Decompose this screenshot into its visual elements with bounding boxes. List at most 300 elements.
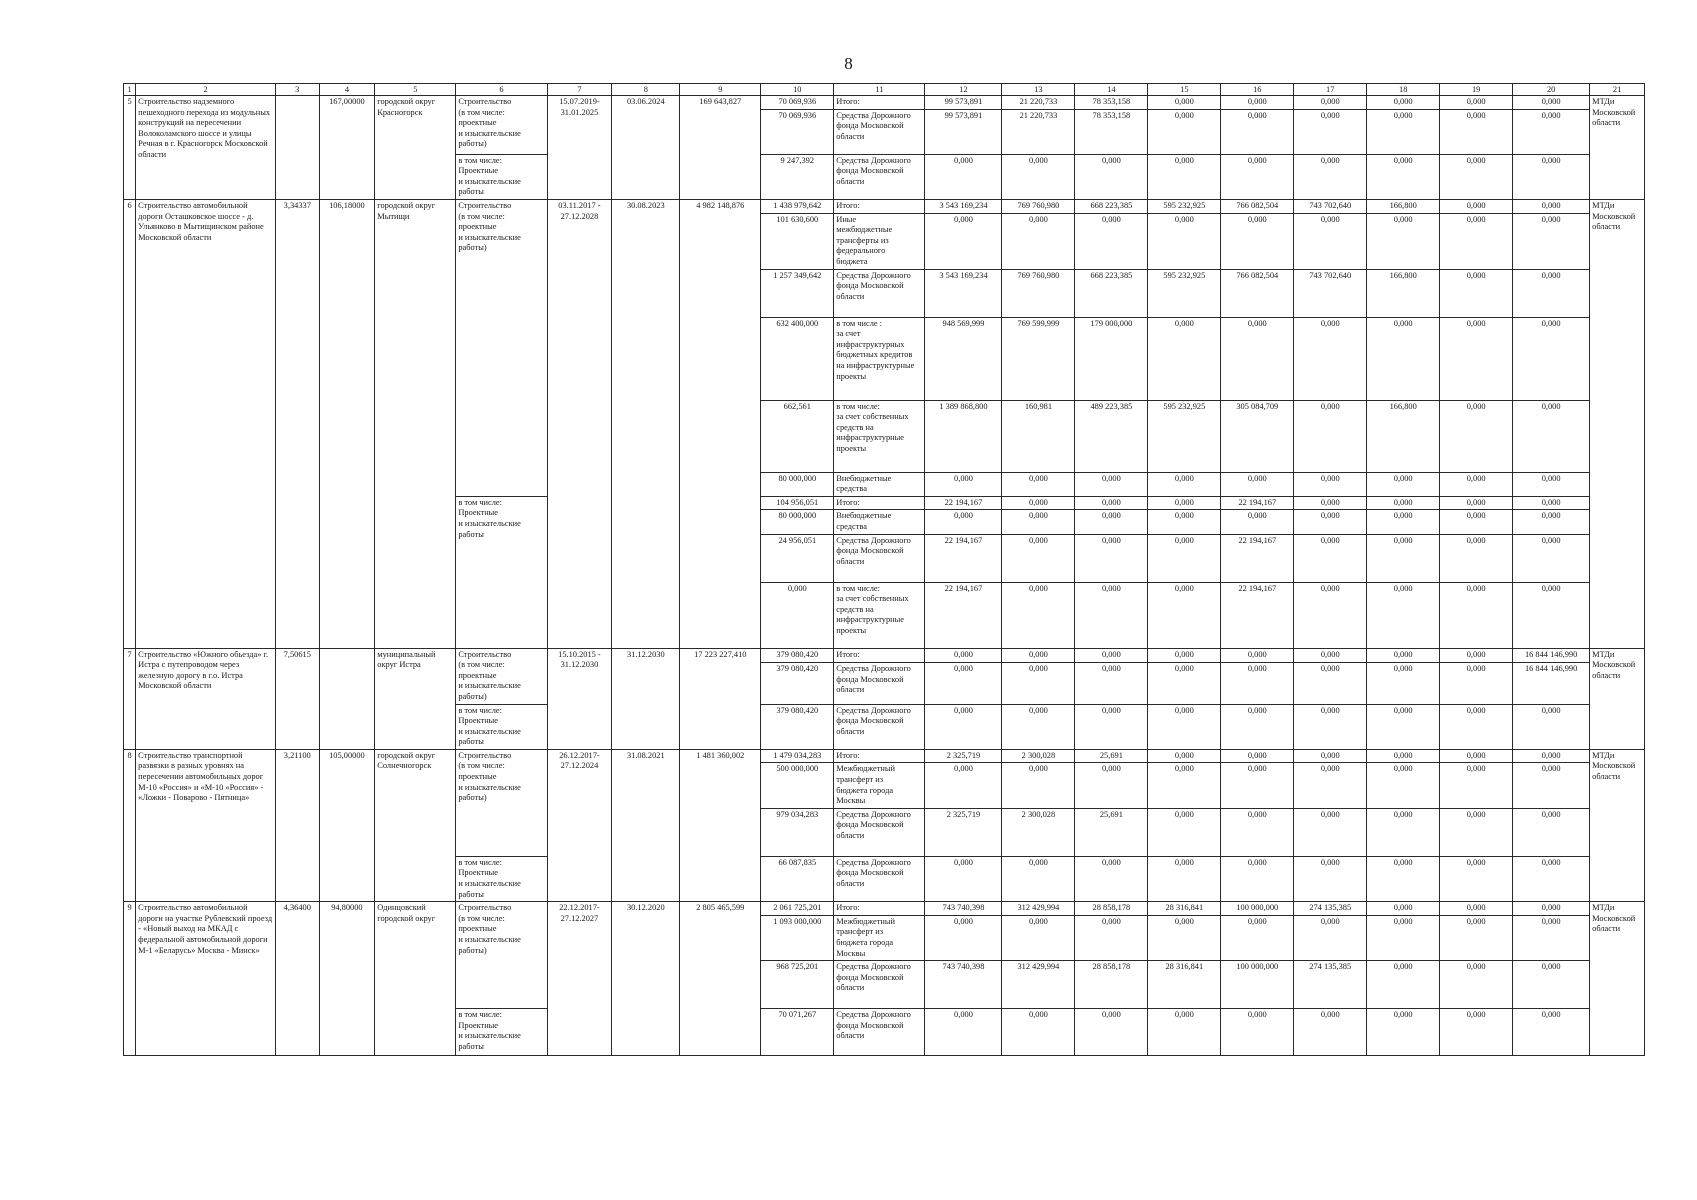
amount-cell: 0,000 xyxy=(1440,472,1513,496)
amount-cell: 0,000 xyxy=(1148,213,1221,269)
column-header-12: 12 xyxy=(925,84,1002,96)
amount-cell: 0,000 xyxy=(1440,915,1513,960)
amount-cell: 0,000 xyxy=(1513,808,1590,856)
amount-cell: 0,000 xyxy=(1367,472,1440,496)
amount-cell: 0,000 xyxy=(1221,510,1294,534)
amount-cell: 0,000 xyxy=(1294,856,1367,901)
amount-cell: 766 082,504 xyxy=(1221,199,1294,213)
amount-cell: 0,000 xyxy=(1367,763,1440,808)
amount-cell: 22 194,167 xyxy=(1221,496,1294,510)
period-cell: 03.11.2017 - 27.12.2028 xyxy=(547,199,612,648)
work-type-cell: Строительство (в том числе: проектные и изыскательские работы) xyxy=(456,749,547,856)
amount-cell: 0,000 xyxy=(1148,856,1221,901)
financed-cell: 1 093 000,000 xyxy=(761,915,834,960)
table-header-row xyxy=(124,84,1645,96)
row-number: 6 xyxy=(124,199,136,648)
amount-cell: 16 844 146,990 xyxy=(1513,663,1590,704)
amount-cell: 0,000 xyxy=(925,154,1002,199)
amount-cell: 0,000 xyxy=(1075,763,1148,808)
capacity-cell: 4,36400 xyxy=(275,902,319,1056)
object-name: Строительство «Южного обьезда» г. Истра с путепроводом через железную дорогу в г.о. Истра Московской области xyxy=(136,648,276,749)
work-type-cell: в том числе: Проектные и изыскательские работы xyxy=(456,856,547,901)
amount-cell: 0,000 xyxy=(1002,472,1075,496)
length-cell xyxy=(319,648,375,749)
amount-cell: 0,000 xyxy=(925,915,1002,960)
commissioning-date-cell: 30.12.2020 xyxy=(612,902,680,1056)
amount-cell: 0,000 xyxy=(1002,582,1075,648)
commissioning-date-cell: 31.12.2030 xyxy=(612,648,680,749)
capacity-cell: 3,21100 xyxy=(275,749,319,901)
amount-cell: 0,000 xyxy=(1513,534,1590,582)
amount-cell: 0,000 xyxy=(1002,154,1075,199)
amount-cell: 0,000 xyxy=(1221,154,1294,199)
amount-cell: 0,000 xyxy=(1075,648,1148,663)
amount-cell: 0,000 xyxy=(1367,154,1440,199)
funding-source-cell: Внебюджетные средства xyxy=(834,510,925,534)
funding-source-cell: Межбюджетный трансферт из бюджета города Москвы xyxy=(834,915,925,960)
funding-source-cell: Средства Дорожного фонда Московской области xyxy=(834,109,925,154)
amount-cell: 0,000 xyxy=(1440,510,1513,534)
amount-cell: 179 000,000 xyxy=(1075,317,1148,400)
amount-cell: 0,000 xyxy=(1148,1009,1221,1056)
amount-cell: 0,000 xyxy=(1367,96,1440,110)
amount-cell: 2 325,719 xyxy=(925,749,1002,763)
amount-cell: 0,000 xyxy=(1221,915,1294,960)
amount-cell: 0,000 xyxy=(1440,213,1513,269)
cost-cell: 1 481 360,002 xyxy=(680,749,761,901)
capacity-cell xyxy=(275,96,319,200)
amount-cell: 0,000 xyxy=(1002,704,1075,749)
amount-cell: 0,000 xyxy=(925,510,1002,534)
amount-cell: 28 316,841 xyxy=(1148,902,1221,916)
projects-table xyxy=(123,83,1645,1056)
amount-cell: 0,000 xyxy=(1440,109,1513,154)
amount-cell: 0,000 xyxy=(1367,317,1440,400)
work-type-cell: в том числе: Проектные и изыскательские работы xyxy=(456,704,547,749)
amount-cell: 595 232,925 xyxy=(1148,269,1221,317)
amount-cell: 0,000 xyxy=(1294,648,1367,663)
column-header-8: 8 xyxy=(612,84,680,96)
amount-cell: 0,000 xyxy=(1367,109,1440,154)
financed-cell: 379 080,420 xyxy=(761,663,834,704)
amount-cell: 0,000 xyxy=(1440,317,1513,400)
financed-cell: 632 400,000 xyxy=(761,317,834,400)
amount-cell: 0,000 xyxy=(1148,749,1221,763)
amount-cell: 274 135,385 xyxy=(1294,961,1367,1009)
amount-cell: 0,000 xyxy=(1440,902,1513,916)
amount-cell: 0,000 xyxy=(1513,199,1590,213)
amount-cell: 0,000 xyxy=(1148,109,1221,154)
financed-cell: 500 000,000 xyxy=(761,763,834,808)
length-cell: 106,18000 xyxy=(319,199,375,648)
amount-cell: 743 702,640 xyxy=(1294,269,1367,317)
work-type-cell: Строительство (в том числе: проектные и изыскательские работы) xyxy=(456,902,547,1009)
amount-cell: 0,000 xyxy=(1221,856,1294,901)
amount-cell: 0,000 xyxy=(1294,154,1367,199)
amount-cell: 489 223,385 xyxy=(1075,400,1148,472)
amount-cell: 0,000 xyxy=(925,663,1002,704)
amount-cell: 2 300,028 xyxy=(1002,749,1075,763)
amount-cell: 0,000 xyxy=(1294,749,1367,763)
work-type-cell: в том числе: Проектные и изыскательские работы xyxy=(456,154,547,199)
financed-cell: 80 000,000 xyxy=(761,510,834,534)
commissioning-date-cell: 03.06.2024 xyxy=(612,96,680,200)
amount-cell: 21 220,733 xyxy=(1002,96,1075,110)
amount-cell: 0,000 xyxy=(1513,269,1590,317)
amount-cell: 0,000 xyxy=(1367,582,1440,648)
amount-cell: 668 223,385 xyxy=(1075,199,1148,213)
amount-cell: 0,000 xyxy=(1440,400,1513,472)
amount-cell: 0,000 xyxy=(1148,582,1221,648)
amount-cell: 0,000 xyxy=(1148,510,1221,534)
amount-cell: 16 844 146,990 xyxy=(1513,648,1590,663)
table-row xyxy=(124,199,1645,213)
amount-cell: 0,000 xyxy=(1513,856,1590,901)
cost-cell: 17 223 227,410 xyxy=(680,648,761,749)
amount-cell: 28 316,841 xyxy=(1148,961,1221,1009)
amount-cell: 0,000 xyxy=(925,763,1002,808)
amount-cell: 0,000 xyxy=(1148,472,1221,496)
column-header-21: 21 xyxy=(1590,84,1645,96)
row-number: 8 xyxy=(124,749,136,901)
amount-cell: 0,000 xyxy=(1148,496,1221,510)
funding-source-cell: Средства Дорожного фонда Московской области xyxy=(834,269,925,317)
funding-source-cell: Итого: xyxy=(834,496,925,510)
amount-cell: 0,000 xyxy=(1440,582,1513,648)
amount-cell: 0,000 xyxy=(1294,96,1367,110)
financed-cell: 66 087,835 xyxy=(761,856,834,901)
amount-cell: 0,000 xyxy=(1367,1009,1440,1056)
amount-cell: 0,000 xyxy=(1075,496,1148,510)
financed-cell: 1 479 034,283 xyxy=(761,749,834,763)
amount-cell: 0,000 xyxy=(1440,199,1513,213)
amount-cell: 0,000 xyxy=(1148,663,1221,704)
column-header-6: 6 xyxy=(456,84,547,96)
column-header-15: 15 xyxy=(1148,84,1221,96)
amount-cell: 0,000 xyxy=(1002,510,1075,534)
amount-cell: 595 232,925 xyxy=(1148,199,1221,213)
financed-cell: 70 069,936 xyxy=(761,96,834,110)
amount-cell: 769 760,980 xyxy=(1002,199,1075,213)
amount-cell: 0,000 xyxy=(1294,213,1367,269)
amount-cell: 0,000 xyxy=(1367,648,1440,663)
capacity-cell: 7,50615 xyxy=(275,648,319,749)
amount-cell: 0,000 xyxy=(1221,96,1294,110)
amount-cell: 22 194,167 xyxy=(925,496,1002,510)
column-header-19: 19 xyxy=(1440,84,1513,96)
funding-source-cell: Внебюджетные средства xyxy=(834,472,925,496)
amount-cell: 0,000 xyxy=(1367,808,1440,856)
amount-cell: 0,000 xyxy=(1440,1009,1513,1056)
amount-cell: 0,000 xyxy=(1513,472,1590,496)
amount-cell: 100 000,000 xyxy=(1221,902,1294,916)
amount-cell: 0,000 xyxy=(1002,763,1075,808)
amount-cell: 948 569,999 xyxy=(925,317,1002,400)
financed-cell: 80 000,000 xyxy=(761,472,834,496)
amount-cell: 0,000 xyxy=(1075,154,1148,199)
amount-cell: 0,000 xyxy=(1440,663,1513,704)
object-name: Строительство автомобильной дороги на участке Рублевский проезд - «Новый выход на МКАД с федеральной автомобильной дороги М-1 «Беларусь» Москва - Минск» xyxy=(136,902,276,1056)
amount-cell: 0,000 xyxy=(1221,663,1294,704)
amount-cell: 160,981 xyxy=(1002,400,1075,472)
funding-source-cell: Итого: xyxy=(834,749,925,763)
amount-cell: 0,000 xyxy=(1513,915,1590,960)
amount-cell: 78 353,158 xyxy=(1075,109,1148,154)
page-number: 8 xyxy=(844,54,853,73)
amount-cell: 0,000 xyxy=(1075,510,1148,534)
amount-cell: 99 573,891 xyxy=(925,109,1002,154)
amount-cell: 100 000,000 xyxy=(1221,961,1294,1009)
funding-source-cell: Средства Дорожного фонда Московской области xyxy=(834,856,925,901)
period-cell: 15.07.2019- 31.01.2025 xyxy=(547,96,612,200)
funding-source-cell: Средства Дорожного фонда Московской области xyxy=(834,1009,925,1056)
table-row xyxy=(124,648,1645,663)
amount-cell: 0,000 xyxy=(925,472,1002,496)
amount-cell: 0,000 xyxy=(1002,496,1075,510)
amount-cell: 0,000 xyxy=(1367,856,1440,901)
funding-source-cell: в том числе: за счет собственных средств на инфраструктурные проекты xyxy=(834,400,925,472)
financed-cell: 101 630,600 xyxy=(761,213,834,269)
amount-cell: 0,000 xyxy=(1367,663,1440,704)
financed-cell: 104 956,051 xyxy=(761,496,834,510)
amount-cell: 0,000 xyxy=(1440,749,1513,763)
column-header-1: 1 xyxy=(124,84,136,96)
amount-cell: 0,000 xyxy=(1002,1009,1075,1056)
amount-cell: 3 543 169,234 xyxy=(925,199,1002,213)
amount-cell: 0,000 xyxy=(925,648,1002,663)
commissioning-date-cell: 30.08.2023 xyxy=(612,199,680,648)
amount-cell: 766 082,504 xyxy=(1221,269,1294,317)
amount-cell: 0,000 xyxy=(1221,1009,1294,1056)
amount-cell: 0,000 xyxy=(1367,704,1440,749)
object-name: Строительство автомобильной дороги Осташковское шоссе - д. Ульянково в Мытищинском районе Московской области xyxy=(136,199,276,648)
amount-cell: 22 194,167 xyxy=(925,582,1002,648)
financed-cell: 968 725,201 xyxy=(761,961,834,1009)
amount-cell: 0,000 xyxy=(1440,496,1513,510)
amount-cell: 1 389 868,800 xyxy=(925,400,1002,472)
amount-cell: 0,000 xyxy=(1148,704,1221,749)
column-header-9: 9 xyxy=(680,84,761,96)
amount-cell: 0,000 xyxy=(1148,648,1221,663)
amount-cell: 0,000 xyxy=(925,1009,1002,1056)
work-type-cell: Строительство (в том числе: проектные и изыскательские работы) xyxy=(456,648,547,704)
column-header-5: 5 xyxy=(375,84,456,96)
customer-cell: МТДи Московской области xyxy=(1590,749,1645,901)
table-row xyxy=(124,749,1645,763)
column-header-10: 10 xyxy=(761,84,834,96)
table-row xyxy=(124,902,1645,916)
amount-cell: 166,800 xyxy=(1367,199,1440,213)
amount-cell: 0,000 xyxy=(1367,510,1440,534)
financed-cell: 379 080,420 xyxy=(761,648,834,663)
amount-cell: 0,000 xyxy=(1513,496,1590,510)
funding-source-cell: Итого: xyxy=(834,199,925,213)
municipality-cell: городской округ Мытищи xyxy=(375,199,456,648)
table-row xyxy=(124,96,1645,110)
funding-source-cell: в том числе: за счет собственных средств на инфраструктурные проекты xyxy=(834,582,925,648)
amount-cell: 0,000 xyxy=(1513,749,1590,763)
amount-cell: 0,000 xyxy=(1513,317,1590,400)
table-body xyxy=(124,96,1645,1056)
amount-cell: 0,000 xyxy=(1148,317,1221,400)
column-header-14: 14 xyxy=(1075,84,1148,96)
amount-cell: 0,000 xyxy=(1513,582,1590,648)
funding-source-cell: Средства Дорожного фонда Московской области xyxy=(834,154,925,199)
amount-cell: 0,000 xyxy=(1221,749,1294,763)
amount-cell: 21 220,733 xyxy=(1002,109,1075,154)
amount-cell: 0,000 xyxy=(1002,534,1075,582)
amount-cell: 0,000 xyxy=(1513,109,1590,154)
customer-cell: МТДи Московской области xyxy=(1590,648,1645,749)
amount-cell: 0,000 xyxy=(1367,496,1440,510)
column-header-13: 13 xyxy=(1002,84,1075,96)
amount-cell: 0,000 xyxy=(1221,648,1294,663)
financed-cell: 24 956,051 xyxy=(761,534,834,582)
amount-cell: 312 429,994 xyxy=(1002,902,1075,916)
amount-cell: 0,000 xyxy=(1294,704,1367,749)
amount-cell: 0,000 xyxy=(1294,400,1367,472)
amount-cell: 0,000 xyxy=(1294,510,1367,534)
amount-cell: 0,000 xyxy=(1075,663,1148,704)
municipality-cell: городской округ Солнечногорск xyxy=(375,749,456,901)
amount-cell: 0,000 xyxy=(1440,961,1513,1009)
column-header-20: 20 xyxy=(1513,84,1590,96)
amount-cell: 0,000 xyxy=(1367,961,1440,1009)
amount-cell: 0,000 xyxy=(1148,96,1221,110)
amount-cell: 166,800 xyxy=(1367,400,1440,472)
amount-cell: 0,000 xyxy=(1221,317,1294,400)
municipality-cell: городской округ Красногорск xyxy=(375,96,456,200)
financed-cell: 1 257 349,642 xyxy=(761,269,834,317)
amount-cell: 166,800 xyxy=(1367,269,1440,317)
row-number: 9 xyxy=(124,902,136,1056)
column-header-7: 7 xyxy=(547,84,612,96)
amount-cell: 743 740,398 xyxy=(925,902,1002,916)
financed-cell: 9 247,392 xyxy=(761,154,834,199)
financed-cell: 0,000 xyxy=(761,582,834,648)
amount-cell: 78 353,158 xyxy=(1075,96,1148,110)
amount-cell: 0,000 xyxy=(925,704,1002,749)
amount-cell: 0,000 xyxy=(1513,763,1590,808)
column-header-4: 4 xyxy=(319,84,375,96)
amount-cell: 0,000 xyxy=(1367,902,1440,916)
amount-cell: 0,000 xyxy=(1002,915,1075,960)
amount-cell: 0,000 xyxy=(1075,1009,1148,1056)
amount-cell: 0,000 xyxy=(1294,534,1367,582)
column-header-17: 17 xyxy=(1294,84,1367,96)
column-header-3: 3 xyxy=(275,84,319,96)
amount-cell: 305 084,709 xyxy=(1221,400,1294,472)
amount-cell: 0,000 xyxy=(1148,534,1221,582)
row-number: 7 xyxy=(124,648,136,749)
funding-source-cell: в том числе : за счет инфраструктурных бюджетных кредитов на инфраструктурные проекты xyxy=(834,317,925,400)
amount-cell: 0,000 xyxy=(1221,213,1294,269)
amount-cell: 0,000 xyxy=(1075,472,1148,496)
amount-cell: 0,000 xyxy=(1294,808,1367,856)
amount-cell: 0,000 xyxy=(1513,961,1590,1009)
period-cell: 15.10.2015 - 31.12.2030 xyxy=(547,648,612,749)
funding-source-cell: Средства Дорожного фонда Московской области xyxy=(834,704,925,749)
amount-cell: 0,000 xyxy=(1367,915,1440,960)
amount-cell: 0,000 xyxy=(1294,472,1367,496)
amount-cell: 99 573,891 xyxy=(925,96,1002,110)
financed-cell: 662,561 xyxy=(761,400,834,472)
amount-cell: 25,691 xyxy=(1075,808,1148,856)
amount-cell: 0,000 xyxy=(1513,1009,1590,1056)
amount-cell: 274 135,385 xyxy=(1294,902,1367,916)
amount-cell: 3 543 169,234 xyxy=(925,269,1002,317)
amount-cell: 0,000 xyxy=(1221,808,1294,856)
amount-cell: 0,000 xyxy=(1002,648,1075,663)
work-type-cell: Строительство (в том числе: проектные и изыскательские работы) xyxy=(456,96,547,155)
period-cell: 22.12.2017- 27.12.2027 xyxy=(547,902,612,1056)
amount-cell: 0,000 xyxy=(1513,510,1590,534)
amount-cell: 0,000 xyxy=(1513,213,1590,269)
amount-cell: 0,000 xyxy=(1440,808,1513,856)
amount-cell: 0,000 xyxy=(1148,154,1221,199)
municipality-cell: муниципальный округ Истра xyxy=(375,648,456,749)
column-header-18: 18 xyxy=(1367,84,1440,96)
amount-cell: 22 194,167 xyxy=(1221,534,1294,582)
amount-cell: 769 760,980 xyxy=(1002,269,1075,317)
amount-cell: 0,000 xyxy=(1513,400,1590,472)
amount-cell: 0,000 xyxy=(1513,96,1590,110)
financed-cell: 379 080,420 xyxy=(761,704,834,749)
amount-cell: 0,000 xyxy=(1075,856,1148,901)
funding-source-cell: Средства Дорожного фонда Московской области xyxy=(834,534,925,582)
column-header-11: 11 xyxy=(834,84,925,96)
row-number: 5 xyxy=(124,96,136,200)
amount-cell: 0,000 xyxy=(1440,704,1513,749)
amount-cell: 0,000 xyxy=(1294,317,1367,400)
funding-source-cell: Средства Дорожного фонда Московской области xyxy=(834,808,925,856)
amount-cell: 668 223,385 xyxy=(1075,269,1148,317)
amount-cell: 0,000 xyxy=(1002,856,1075,901)
funding-source-cell: Средства Дорожного фонда Московской области xyxy=(834,961,925,1009)
object-name: Строительство транспортной развязки в разных уровнях на пересечении автомобильных дорог М-10 «Россия» и «М-10 «Россия» - «Ложки - Поварово - Пятница» xyxy=(136,749,276,901)
amount-cell: 0,000 xyxy=(1075,915,1148,960)
amount-cell: 0,000 xyxy=(1440,269,1513,317)
amount-cell: 0,000 xyxy=(1075,213,1148,269)
amount-cell: 2 325,719 xyxy=(925,808,1002,856)
amount-cell: 28 858,178 xyxy=(1075,961,1148,1009)
amount-cell: 0,000 xyxy=(1440,96,1513,110)
amount-cell: 25,691 xyxy=(1075,749,1148,763)
length-cell: 105,00000 xyxy=(319,749,375,901)
amount-cell: 0,000 xyxy=(1513,154,1590,199)
length-cell: 94,80000 xyxy=(319,902,375,1056)
financed-cell: 2 061 725,201 xyxy=(761,902,834,916)
cost-cell: 2 805 465,599 xyxy=(680,902,761,1056)
financed-cell: 1 438 979,642 xyxy=(761,199,834,213)
amount-cell: 0,000 xyxy=(1075,704,1148,749)
funding-source-cell: Иные межбюджетные трансферты из федерального бюджета xyxy=(834,213,925,269)
funding-source-cell: Средства Дорожного фонда Московской области xyxy=(834,663,925,704)
amount-cell: 312 429,994 xyxy=(1002,961,1075,1009)
funding-source-cell: Межбюджетный трансферт из бюджета города Москвы xyxy=(834,763,925,808)
municipality-cell: Одинцовский городской округ xyxy=(375,902,456,1056)
amount-cell: 0,000 xyxy=(1440,648,1513,663)
length-cell: 167,00000 xyxy=(319,96,375,200)
amount-cell: 0,000 xyxy=(1367,749,1440,763)
amount-cell: 22 194,167 xyxy=(925,534,1002,582)
amount-cell: 743 702,640 xyxy=(1294,199,1367,213)
amount-cell: 2 300,028 xyxy=(1002,808,1075,856)
work-type-cell: в том числе: Проектные и изыскательские работы xyxy=(456,496,547,648)
amount-cell: 0,000 xyxy=(1367,213,1440,269)
amount-cell: 0,000 xyxy=(1513,704,1590,749)
customer-cell: МТДи Московской области xyxy=(1590,902,1645,1056)
